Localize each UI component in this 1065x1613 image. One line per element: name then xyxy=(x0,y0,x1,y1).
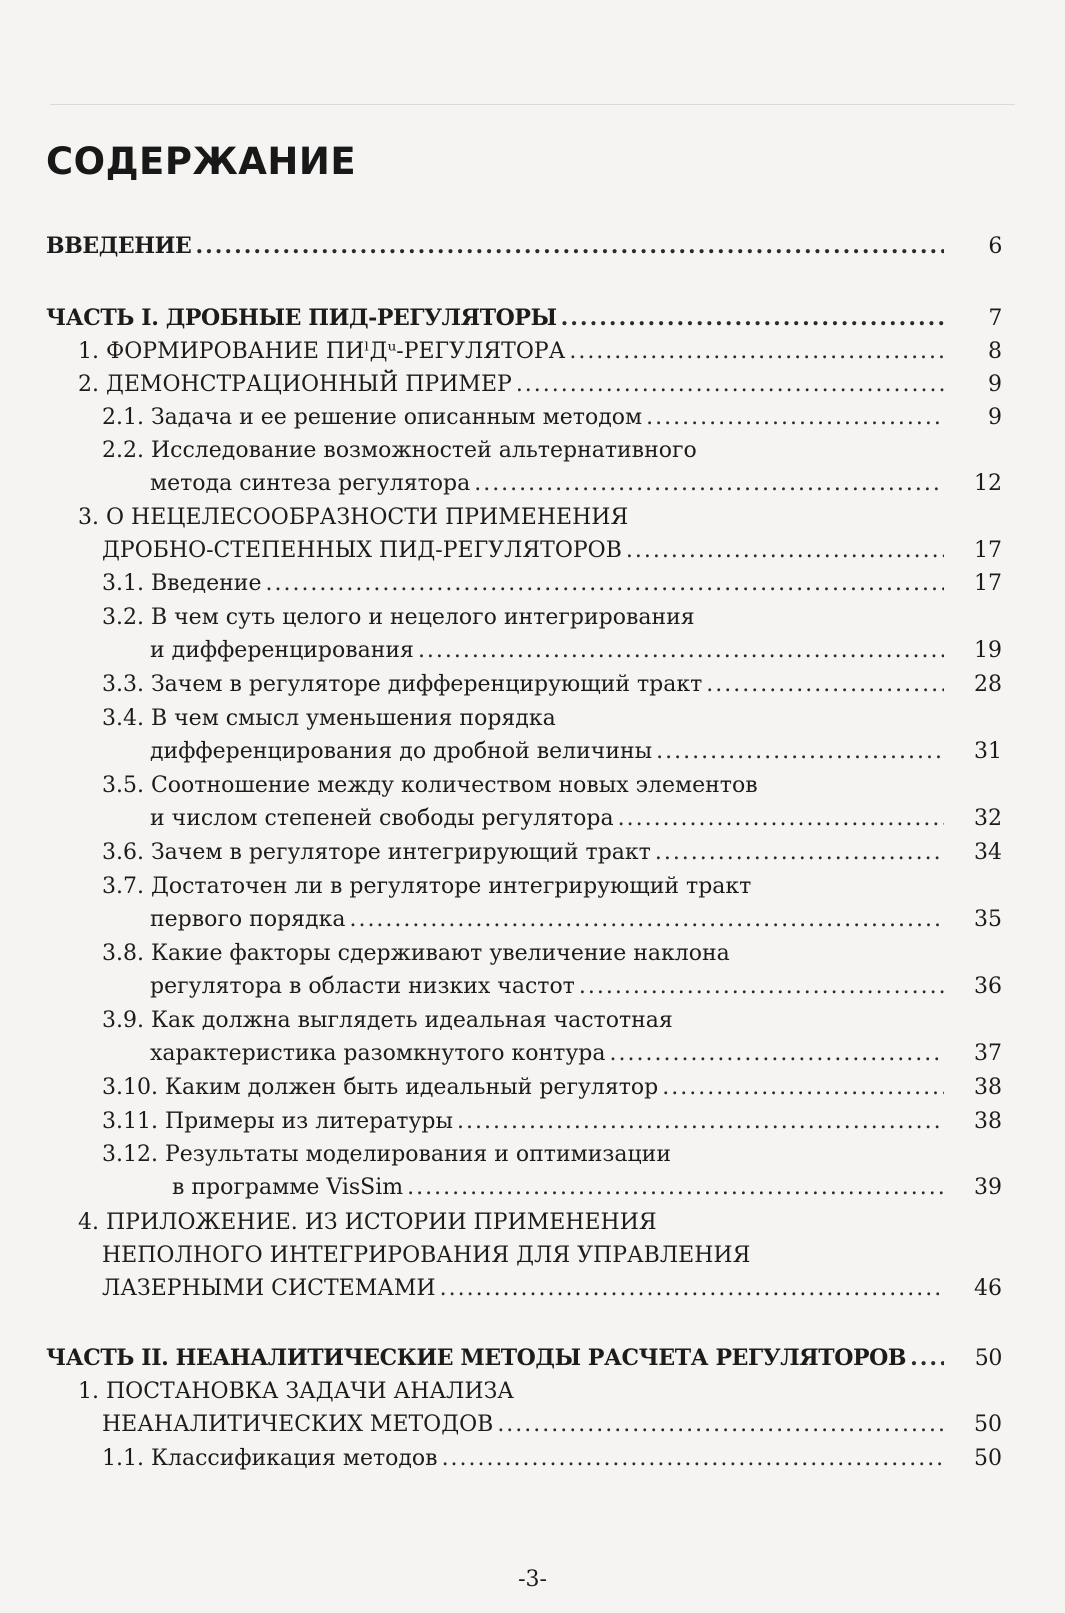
page-title: СОДЕРЖАНИЕ xyxy=(46,140,357,183)
toc-page-number: 50 xyxy=(974,1346,1002,1371)
toc-page-number: 38 xyxy=(974,1109,1002,1134)
toc-page-number: 32 xyxy=(974,806,1002,831)
toc-page-number: 31 xyxy=(974,739,1002,764)
toc-entry-title-cont: ДРОБНО-СТЕПЕННЫХ ПИД-РЕГУЛЯТОРОВ xyxy=(102,538,622,563)
toc-entry-title-cont: ЛАЗЕРНЫМИ СИСТЕМАМИ xyxy=(102,1276,436,1301)
toc-entry-title: 3.8. Какие факторы сдерживают увеличение наклона xyxy=(102,941,730,966)
toc-entry-title: 3.12. Результаты моделирования и оптимизации xyxy=(102,1142,672,1167)
toc-page-number: 19 xyxy=(974,638,1002,663)
toc-entry-title: 1.1. Классификация методов xyxy=(102,1446,438,1471)
toc-entry-title: 3.10. Каким должен быть идеальный регулятор xyxy=(102,1075,659,1100)
toc-entry-title: 2.2. Исследование возможностей альтернативного xyxy=(102,438,697,463)
header-rule xyxy=(50,104,1015,105)
toc-entry-title-cont: первого порядка xyxy=(150,907,346,932)
toc-entry-title: 3.4. В чем смысл уменьшения порядка xyxy=(102,706,556,731)
toc-entry-title: 3.6. Зачем в регуляторе интегрирующий тракт xyxy=(102,840,651,865)
toc-entry-title: 3.11. Примеры из литературы xyxy=(102,1109,454,1134)
toc-entry-title: 2.1. Задача и ее решение описанным методом xyxy=(102,405,643,430)
toc-entry-title: ЧАСТЬ II. НЕАНАЛИТИЧЕСКИЕ МЕТОДЫ РАСЧЕТА РЕГУЛЯТОРОВ xyxy=(46,1345,907,1371)
toc-entry-title: 3.7. Достаточен ли в регуляторе интегрирующий тракт xyxy=(102,874,752,899)
toc-page-number: 46 xyxy=(974,1276,1002,1301)
toc-entry-title-cont: НЕПОЛНОГО ИНТЕГРИРОВАНИЯ ДЛЯ УПРАВЛЕНИЯ xyxy=(102,1243,751,1268)
toc-entry-title: 1. ФОРМИРОВАНИЕ ПИˡДᵘ-РЕГУЛЯТОРА xyxy=(78,339,566,364)
toc-page-number: 50 xyxy=(974,1446,1002,1471)
toc-entry-title: 3.1. Введение xyxy=(102,571,262,596)
toc-page-number: 38 xyxy=(974,1075,1002,1100)
toc-entry-title: ВВЕДЕНИЕ xyxy=(46,233,192,259)
toc-page-number: 34 xyxy=(974,840,1002,865)
toc-entry-title: 3.5. Соотношение между количеством новых элементов xyxy=(102,773,758,798)
toc-entry-title: 3.2. В чем суть целого и нецелого интегрирования xyxy=(102,605,695,630)
toc-entry-title-cont: дифференцирования до дробной величины xyxy=(150,739,653,764)
toc-entry-title-cont: регулятора в области низких частот xyxy=(150,974,575,999)
page-number: -3- xyxy=(518,1567,547,1592)
toc-entry-title: ЧАСТЬ I. ДРОБНЫЕ ПИД-РЕГУЛЯТОРЫ xyxy=(46,305,557,331)
toc-page-number: 39 xyxy=(974,1175,1002,1200)
toc-entry-title-cont: и дифференцирования xyxy=(150,638,414,663)
toc-entry-title: 3.3. Зачем в регуляторе дифференцирующий тракт xyxy=(102,672,703,697)
toc-entry-title: 3.9. Как должна выглядеть идеальная частотная xyxy=(102,1008,673,1033)
toc-page-number: 36 xyxy=(974,974,1002,999)
toc-page-number: 9 xyxy=(988,405,1002,430)
toc-page-number: 8 xyxy=(988,339,1002,364)
toc-entry-title: 2. ДЕМОНСТРАЦИОННЫЙ ПРИМЕР xyxy=(78,372,512,397)
toc-page-number: 6 xyxy=(988,234,1002,259)
toc-entry-title-cont: характеристика разомкнутого контура xyxy=(150,1041,606,1066)
toc-page-number: 35 xyxy=(974,907,1002,932)
toc-entry-title-cont: в программе VisSim xyxy=(172,1175,404,1200)
toc-entry-title: 4. ПРИЛОЖЕНИЕ. ИЗ ИСТОРИИ ПРИМЕНЕНИЯ xyxy=(78,1210,657,1235)
toc-page-number: 50 xyxy=(974,1412,1002,1437)
toc-entry-title: 1. ПОСТАНОВКА ЗАДАЧИ АНАЛИЗА xyxy=(78,1379,514,1404)
toc-page-number: 17 xyxy=(974,538,1002,563)
toc-page-number: 28 xyxy=(974,672,1002,697)
toc-entry-title: 3. О НЕЦЕЛЕСООБРАЗНОСТИ ПРИМЕНЕНИЯ xyxy=(78,505,629,530)
toc-page-number: 37 xyxy=(974,1041,1002,1066)
toc-entry-title-cont: НЕАНАЛИТИЧЕСКИХ МЕТОДОВ xyxy=(102,1412,494,1437)
toc-page-number: 7 xyxy=(988,306,1002,331)
toc-entry-title-cont: метода синтеза регулятора xyxy=(150,471,471,496)
toc-page-number: 17 xyxy=(974,571,1002,596)
toc-entry-title-cont: и числом степеней свободы регулятора xyxy=(150,806,614,831)
toc-page-number: 9 xyxy=(988,372,1002,397)
toc-page-number: 12 xyxy=(974,471,1002,496)
